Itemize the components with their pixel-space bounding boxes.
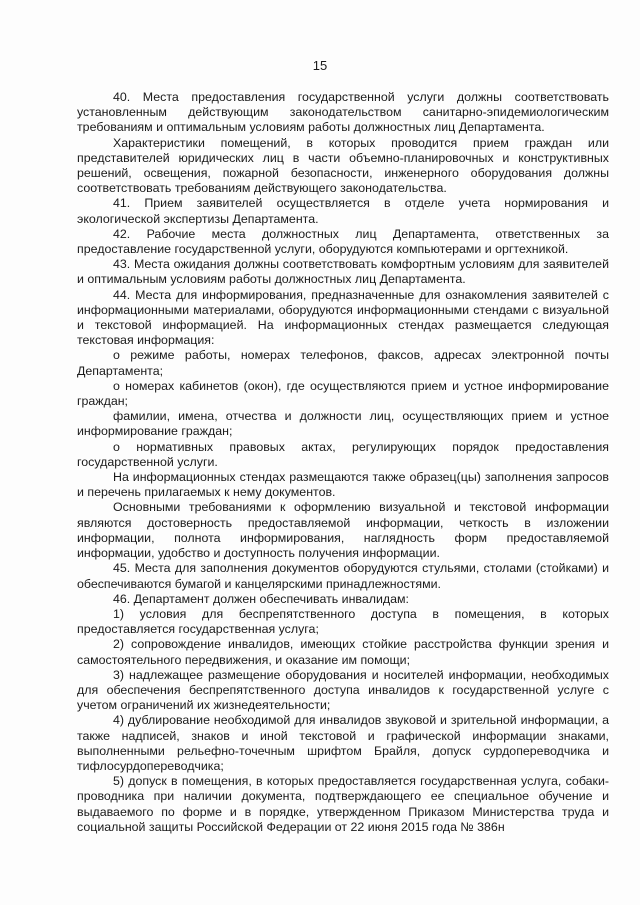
paragraph-41: 41. Прием заявителей осуществляется в отделе учета нормирования и экологической экспертизы Департамента. (77, 196, 609, 226)
list-item-3: 3) надлежащее размещение оборудования и носителей информации, необходимых для обеспечения беспрепятственного доступа инвалидов к государственной услуге с учетом ограничений их жизнедеятельности; (77, 667, 609, 713)
list-item-work-schedule: о режиме работы, номерах телефонов, факсов, адресах электронной почты Департамента; (77, 348, 609, 378)
list-item-2: 2) сопровождение инвалидов, имеющих стойкие расстройства функции зрения и самостоятельного передвижения, и оказание им помощи; (77, 637, 609, 667)
paragraph-43: 43. Места ожидания должны соответствовать комфортным условиям для заявителей и оптимальным условиям работы должностных лиц Департамента. (77, 257, 609, 287)
list-item-office-numbers: о номерах кабинетов (окон), где осуществляются прием и устное информирование граждан; (77, 378, 609, 409)
document-body (77, 90, 609, 835)
paragraph-44: 44. Места для информирования, предназначенные для ознакомления заявителей с информационными материалами, оборудуются информационными стендами с визуальной и текстовой информацией. На информационных стендах размещается следующая текстовая информация: (77, 287, 609, 348)
paragraph-sample-forms: На информационных стендах размещаются также образец(цы) заполнения запросов и перечень прилагаемых к нему документов. (77, 470, 609, 500)
paragraph-info-requirements: Основными требованиями к оформлению визуальной и текстовой информации являются достоверность предоставляемой информации, четкость в изложении информации, полнота информирования, наглядность форм предоставляемой информации, удобство и доступность получения информации. (77, 500, 609, 561)
paragraph-46: 46. Департамент должен обеспечивать инвалидам: (113, 591, 409, 606)
list-item-4: 4) дублирование необходимой для инвалидов звуковой и зрительной информации, а также надписей, знаков и иной текстовой и графической информации знаками, выполненными рельефно-точечным шрифтом Брайля, допуск сурдопереводчика и тифлосурдопереводчика; (77, 713, 609, 773)
page-number: 15 (312, 58, 328, 73)
paragraph-45: 45. Места для заполнения документов оборудуются стульями, столами (стойками) и обеспечиваются бумагой и канцелярскими принадлежностями. (77, 561, 609, 591)
paragraph-42: 42. Рабочие места должностных лиц Департамента, ответственных за предоставление государственной услуги, оборудуются компьютерами и оргтехникой. (77, 226, 609, 257)
list-item-5: 5) допуск в помещения, в которых предоставляется государственная услуга, собаки-проводника при наличии документа, подтверждающего ее специальное обучение и выдаваемого по форме и в порядке, утвержденном Приказом Министерства труда и социальной защиты Российской Федерации от 22 июня 2015 года № 386н (77, 774, 609, 834)
list-item-regulations: о нормативных правовых актах, регулирующих порядок предоставления государственной услуги. (77, 439, 609, 469)
list-item-staff-names: фамилии, имена, отчества и должности лиц, осуществляющих прием и устное информирование граждан; (77, 409, 609, 439)
list-item-1: 1) условия для беспрепятственного доступа в помещения, в которых предоставляется государственная услуга; (77, 606, 609, 637)
paragraph-40: 40. Места предоставления государственной услуги должны соответствовать установленным действующим законодательством санитарно-эпидемиологическим требованиям и оптимальным условиям работы должностных лиц Департамента. (77, 90, 609, 135)
paragraph-premises-characteristics: Характеристики помещений, в которых проводится прием граждан или представителей юридических лиц в части объемно-планировочных и конструктивных решений, освещения, пожарной безопасности, инженерного оборудования должны соответствовать требованиям действующего законодательства. (77, 135, 609, 196)
